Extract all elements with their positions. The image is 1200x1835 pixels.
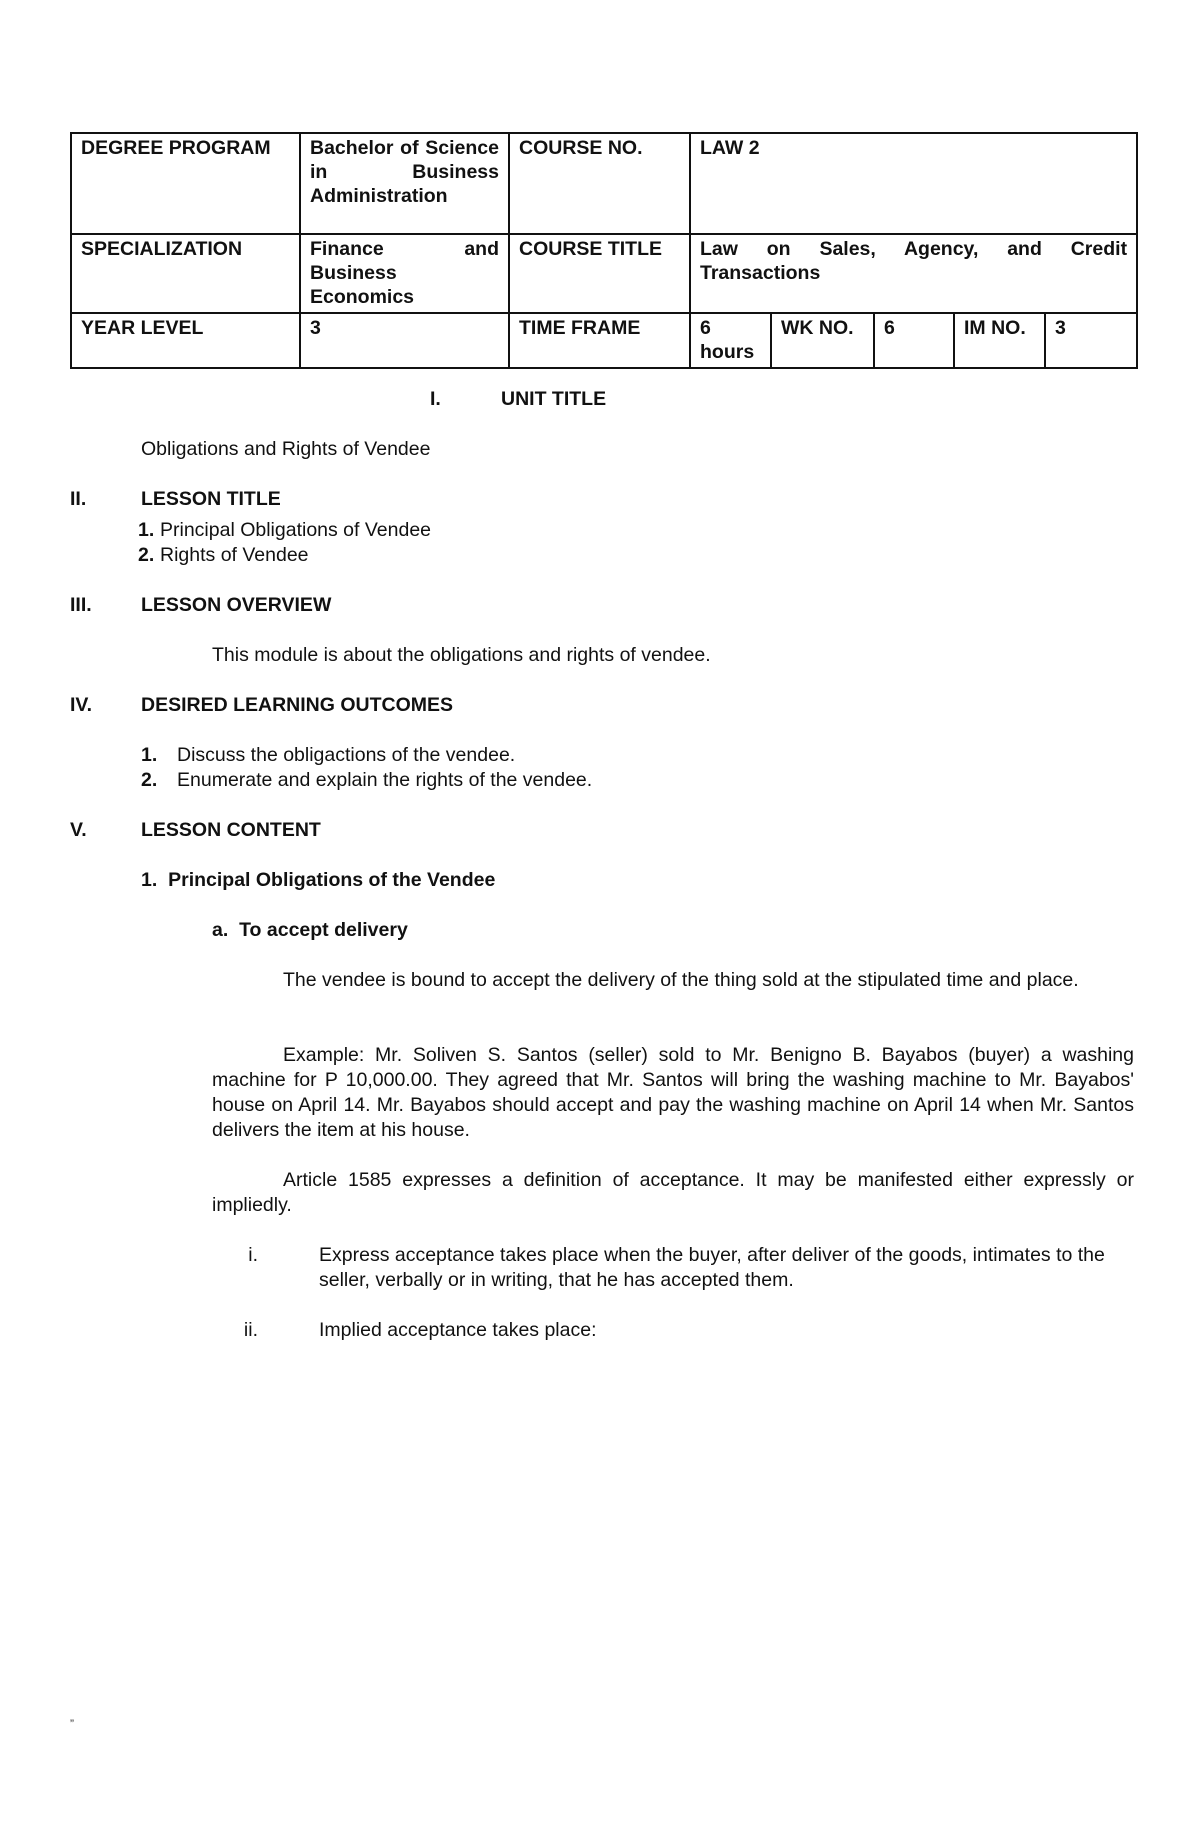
course-no-label: COURSE NO. <box>509 133 690 234</box>
content-number: V. <box>70 819 87 841</box>
degree-program-value: Bachelor of Science in Business Administration <box>300 133 509 234</box>
wk-no-label: WK NO. <box>771 313 874 368</box>
list-number: 1. <box>138 519 155 541</box>
im-no-label: IM NO. <box>954 313 1045 368</box>
content-paragraph: Article 1585 expresses a definition of acceptance. It may be manifested either expressly or impliedly. <box>212 1169 1134 1216</box>
content-paragraph: The vendee is bound to accept the delivery of the thing sold at the stipulated time and place. <box>283 969 1079 991</box>
roman-text: Implied acceptance takes place: <box>319 1319 597 1341</box>
lesson-title-heading: LESSON TITLE <box>141 488 281 510</box>
content-heading: LESSON CONTENT <box>141 819 321 841</box>
roman-number: ii. <box>243 1319 258 1341</box>
footer-mark: ” <box>70 1717 74 1731</box>
specialization-label: SPECIALIZATION <box>71 234 300 313</box>
degree-program-label: DEGREE PROGRAM <box>71 133 300 234</box>
lesson-title-item <box>138 543 309 568</box>
time-frame-value: 6 hours <box>690 313 771 368</box>
outcome-item <box>141 743 515 768</box>
list-number: 2. <box>138 544 155 566</box>
roman-text: Express acceptance takes place when the buyer, after deliver of the goods, intimates to the seller, verbally or in writing, that he has accepted them. <box>319 1244 1105 1291</box>
unit-title: Obligations and Rights of Vendee <box>141 438 431 460</box>
time-frame-label: TIME FRAME <box>509 313 690 368</box>
lesson-title-number: II. <box>70 488 87 510</box>
outcomes-heading: DESIRED LEARNING OUTCOMES <box>141 694 454 716</box>
course-info-table <box>70 132 1138 369</box>
unit-heading: UNIT TITLE <box>501 388 607 410</box>
overview-number: III. <box>70 594 92 616</box>
course-title-value: Law on Sales, Agency, and Credit Transactions <box>690 234 1137 313</box>
list-text: Discuss the obligactions of the vendee. <box>177 744 516 766</box>
im-no-value: 3 <box>1045 313 1137 368</box>
course-no-value: LAW 2 <box>690 133 1137 234</box>
list-text: Enumerate and explain the rights of the vendee. <box>177 769 593 791</box>
year-level-label: YEAR LEVEL <box>71 313 300 368</box>
year-level-value: 3 <box>300 313 509 368</box>
list-number: 2. <box>141 769 158 791</box>
course-title-label: COURSE TITLE <box>509 234 690 313</box>
wk-no-value: 6 <box>874 313 954 368</box>
list-number: 1. <box>141 744 158 766</box>
example-paragraph: Example: Mr. Soliven S. Santos (seller) sold to Mr. Benigno B. Bayabos (buyer) a washing machine for P 10,000.00. They agreed that Mr. Santos will bring the washing machine to Mr. Bayabos' house on April 14. Mr. Bayabos should accept and pay the washing machine on April 14 when Mr. Santos delivers the item at his house. <box>212 1044 1134 1141</box>
outcome-item <box>141 768 592 793</box>
unit-number: I. <box>430 388 441 410</box>
list-text: Rights of Vendee <box>160 544 309 566</box>
content-subheading: 1. Principal Obligations of the Vendee <box>141 869 496 891</box>
lesson-title-item <box>138 518 431 543</box>
overview-heading: LESSON OVERVIEW <box>141 594 332 616</box>
content-subsubheading: a. To accept delivery <box>212 919 408 941</box>
outcomes-number: IV. <box>70 694 93 716</box>
list-text: Principal Obligations of Vendee <box>160 519 432 541</box>
specialization-value: Finance and Business Economics <box>300 234 509 313</box>
overview-text: This module is about the obligations and rights of vendee. <box>212 644 711 666</box>
roman-number: i. <box>248 1244 258 1266</box>
